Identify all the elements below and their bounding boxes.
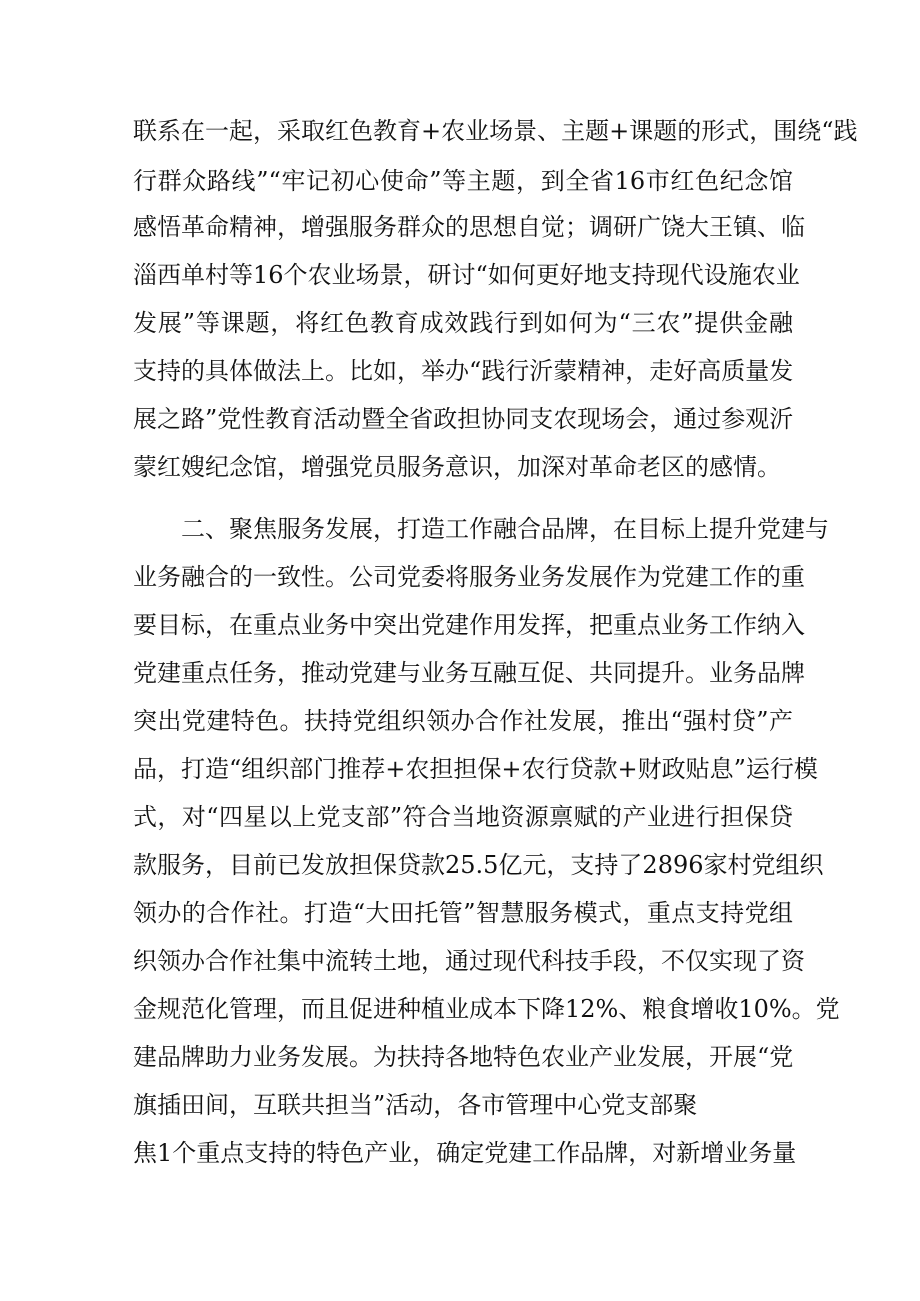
text-line: 淄西单村等16个农业场景，研讨“如何更好地支持现代设施农业 <box>133 261 800 289</box>
text-line: 行群众路线”“牢记初心使命”等主题，到全省16市红色纪念馆 <box>133 167 793 195</box>
text-line: 业务融合的一致性。公司党委将服务业务发展作为党建工作的重 <box>133 563 805 591</box>
text-line: 品，打造“组织部门推荐+农担担保+农行贷款+财政贴息”运行模 <box>133 755 818 783</box>
text-line: 领办的合作社。打造“大田托管”智慧服务模式，重点支持党组 <box>133 899 793 927</box>
text-line: 建品牌助力业务发展。为扶持各地特色农业产业发展，开展“党 <box>133 1043 794 1071</box>
text-line: 旗插田间，互联共担当”活动，各市管理中心党支部聚 <box>133 1091 698 1119</box>
text-line: 发展”等课题，将红色教育成效践行到如何为“三农”提供金融 <box>133 309 793 337</box>
text-line: 二、聚焦服务发展，打造工作融合品牌，在目标上提升党建与 <box>181 515 829 543</box>
text-line: 突出党建特色。扶持党组织领办合作社发展，推出“强村贷”产 <box>133 707 793 735</box>
text-line: 织领办合作社集中流转土地，通过现代科技手段，不仅实现了资 <box>133 947 805 975</box>
text-line: 要目标，在重点业务中突出党建作用发挥，把重点业务工作纳入 <box>133 611 805 639</box>
text-line: 联系在一起，采取红色教育+农业场景、主题+课题的形式，围绕“践 <box>133 117 858 145</box>
text-line: 感悟革命精神，增强服务群众的思想自觉；调研广饶大王镇、临 <box>133 213 805 241</box>
text-line: 款服务，目前已发放担保贷款25.5亿元，支持了2896家村党组织 <box>133 851 824 879</box>
text-line: 支持的具体做法上。比如，举办“践行沂蒙精神，走好高质量发 <box>133 357 794 385</box>
text-line: 式，对“四星以上党支部”符合当地资源禀赋的产业进行担保贷 <box>133 803 793 831</box>
text-line: 展之路”党性教育活动暨全省政担协同支农现场会，通过参观沂 <box>133 405 794 433</box>
text-line: 金规范化管理，而且促进种植业成本下降12%、粮食增收10%。党 <box>133 995 840 1023</box>
text-line: 蒙红嫂纪念馆，增强党员服务意识，加深对革命老区的感情。 <box>133 453 781 481</box>
text-line: 党建重点任务，推动党建与业务互融互促、共同提升。业务品牌 <box>133 659 805 687</box>
text-line: 焦1个重点支持的特色产业，确定党建工作品牌，对新增业务量 <box>133 1139 797 1167</box>
